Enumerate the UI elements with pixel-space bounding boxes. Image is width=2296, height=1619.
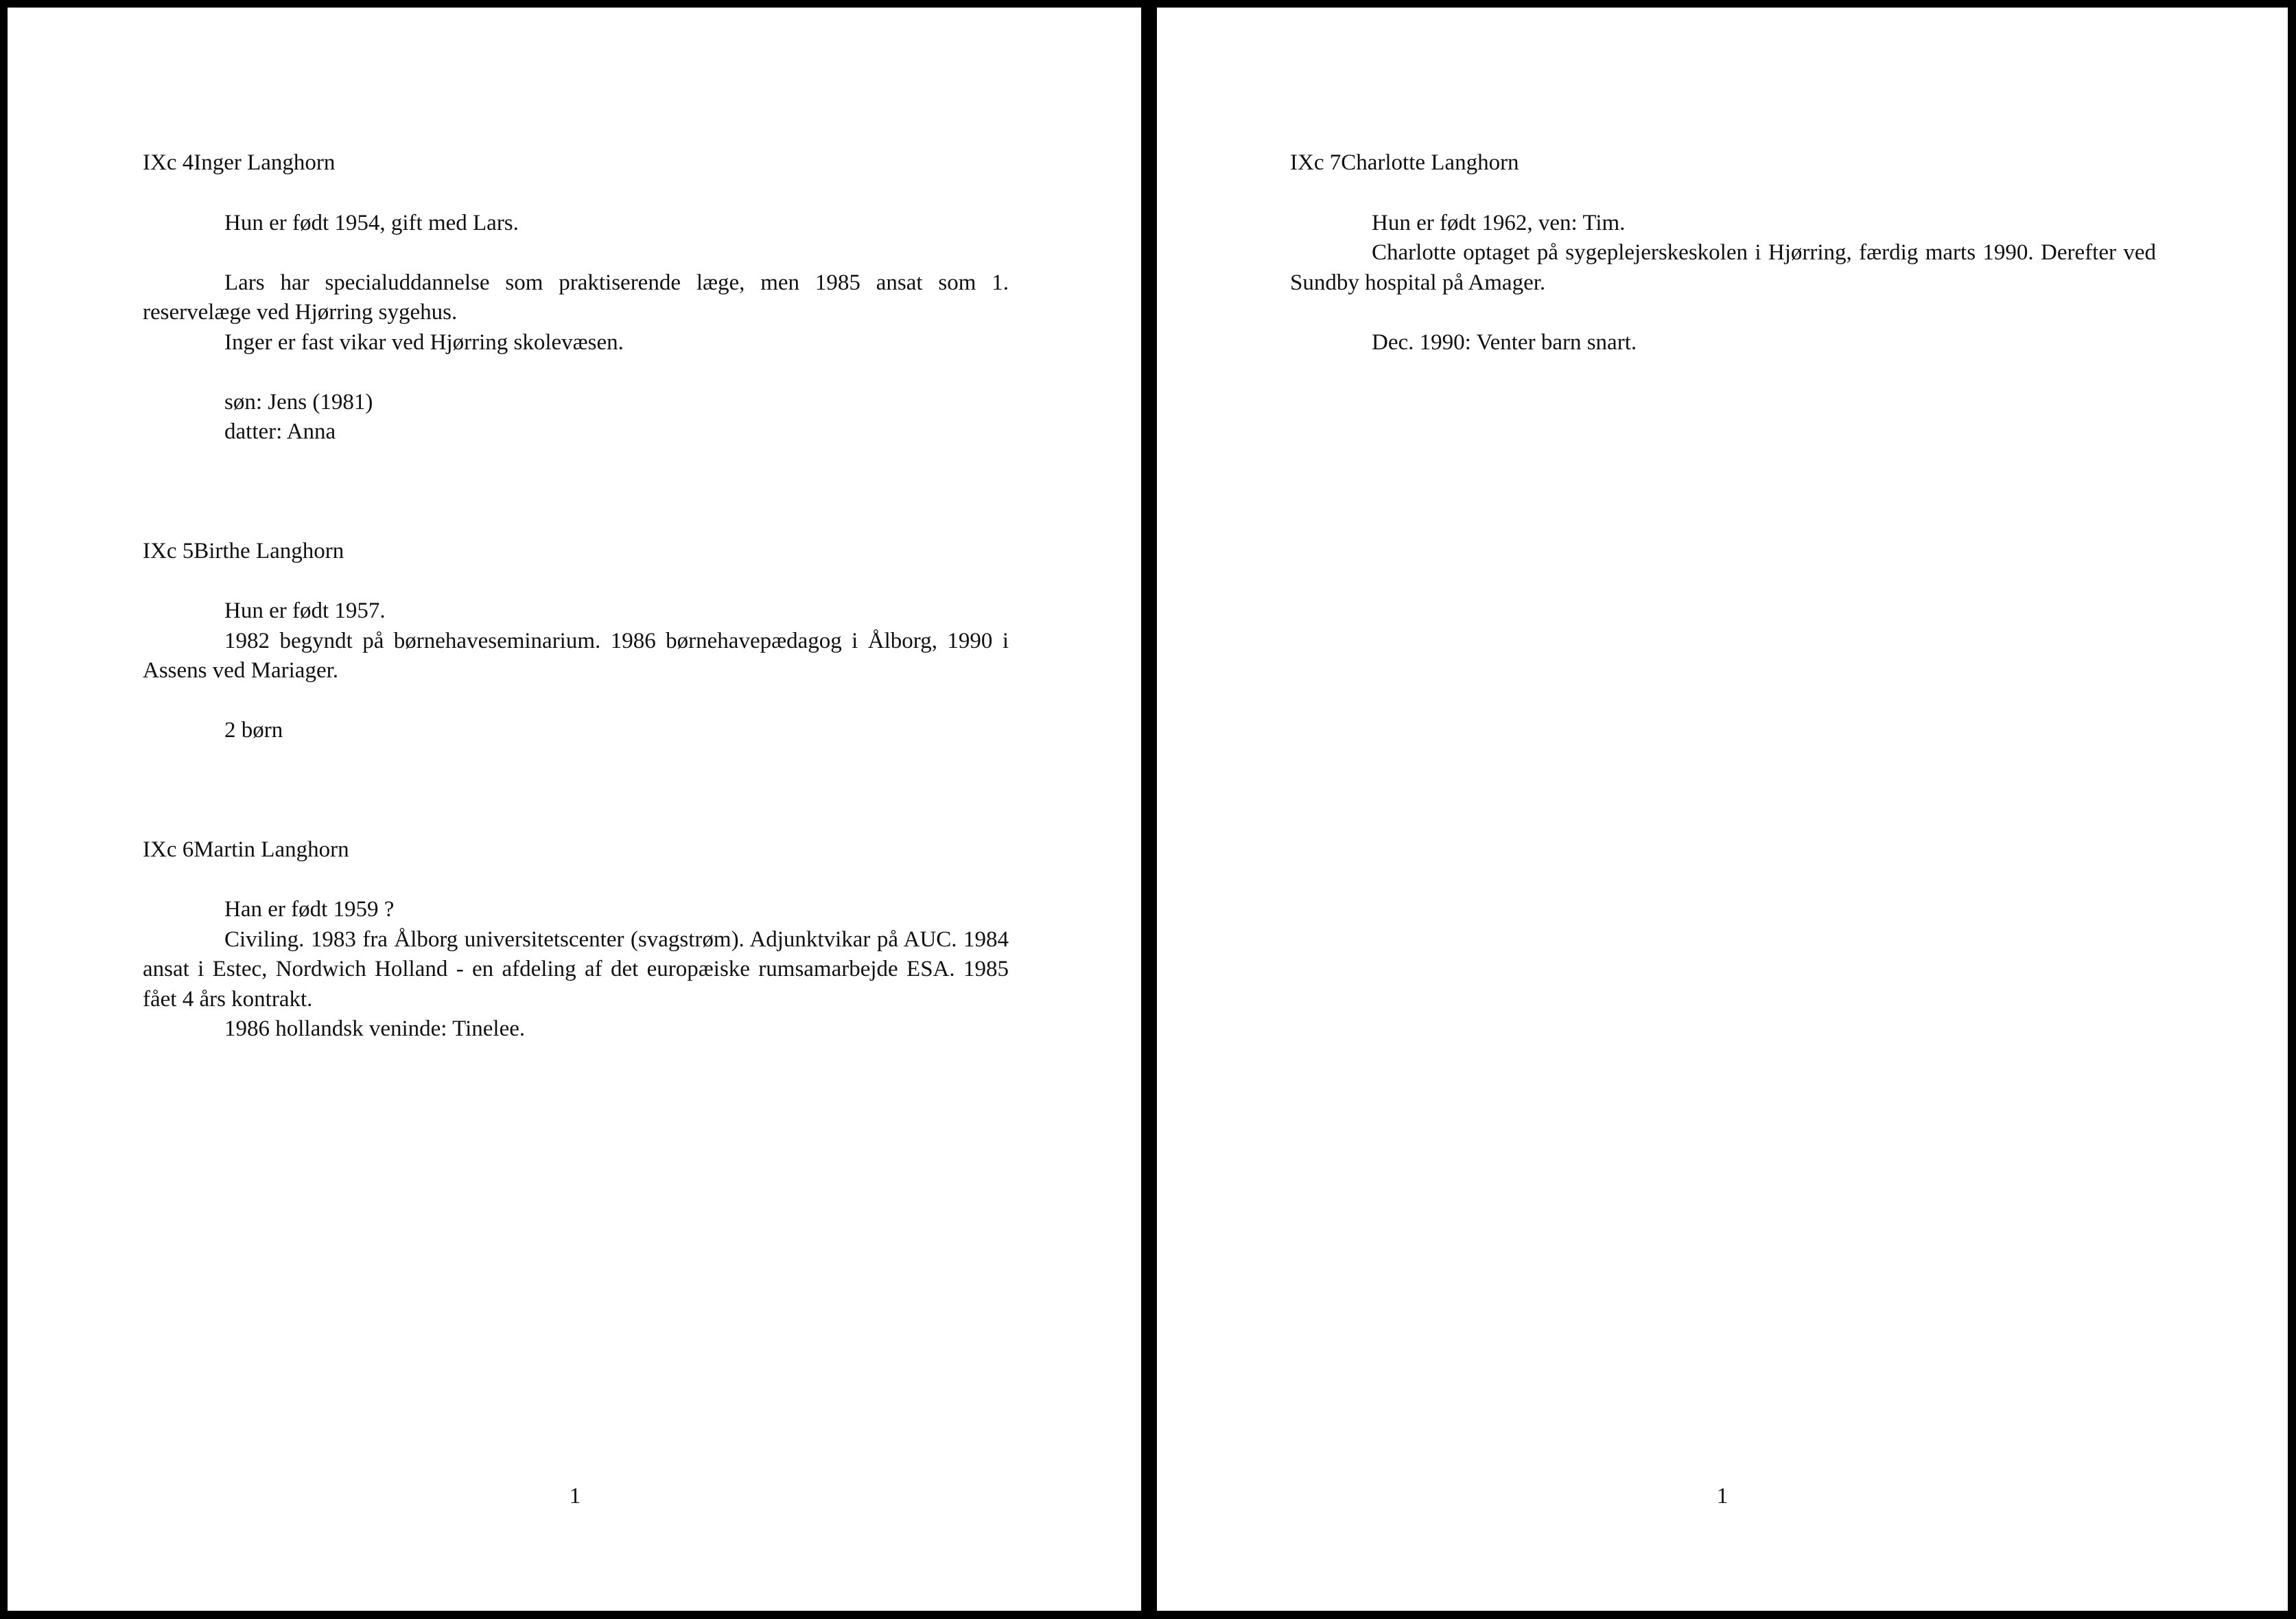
paragraph: datter: Anna [224, 419, 336, 444]
section-heading-birthe: IXc 5Birthe Langhorn [143, 538, 344, 563]
paragraph: Hun er født 1957. [224, 598, 386, 623]
paragraph: Han er født 1959 ? [224, 897, 395, 922]
paragraph: 1986 hollandsk veninde: Tinelee. [224, 1016, 526, 1041]
section-heading-charlotte: IXc 7Charlotte Langhorn [1290, 150, 1519, 175]
paragraph: Civiling. 1983 fra Ålborg universitetscenter (svagstrøm). Adjunktvikar på AUC. 1984 ansat i Estec, Nordwich Holland - en afdeling af det europæiske rumsamarbejde ESA. 1985 fået 4 års kontrakt. [143, 927, 1009, 1012]
paragraph: Dec. 1990: Venter barn snart. [1372, 329, 1637, 355]
section-heading-martin: IXc 6Martin Langhorn [143, 837, 349, 862]
section-heading-inger: IXc 4Inger Langhorn [143, 150, 336, 175]
paragraph: Charlotte optaget på sygeplejerskeskolen i Hjørring, færdig marts 1990. Derefter ved Sundby hospital på Amager. [1290, 240, 2156, 295]
paragraph: søn: Jens (1981) [224, 389, 373, 415]
document-page-left [8, 8, 1141, 1611]
paragraph: Lars har specialuddannelse som praktiserende læge, men 1985 ansat som 1. reservelæge ved Hjørring sygehus. [143, 270, 1009, 325]
page-content [1290, 148, 2156, 358]
paragraph: Inger er fast vikar ved Hjørring skolevæsen. [224, 329, 624, 355]
page-content [143, 148, 1009, 1045]
paragraph: Hun er født 1962, ven: Tim. [1372, 210, 1626, 235]
paragraph: 2 børn [224, 718, 283, 743]
paragraph: Hun er født 1954, gift med Lars. [224, 210, 519, 235]
paragraph: 1982 begyndt på børnehaveseminarium. 1986 børnehavepædagog i Ålborg, 1990 i Assens ved Mariager. [143, 628, 1009, 683]
document-page-right [1157, 8, 2288, 1611]
page-number: 1 [1716, 1484, 1729, 1509]
page-number: 1 [569, 1484, 581, 1509]
